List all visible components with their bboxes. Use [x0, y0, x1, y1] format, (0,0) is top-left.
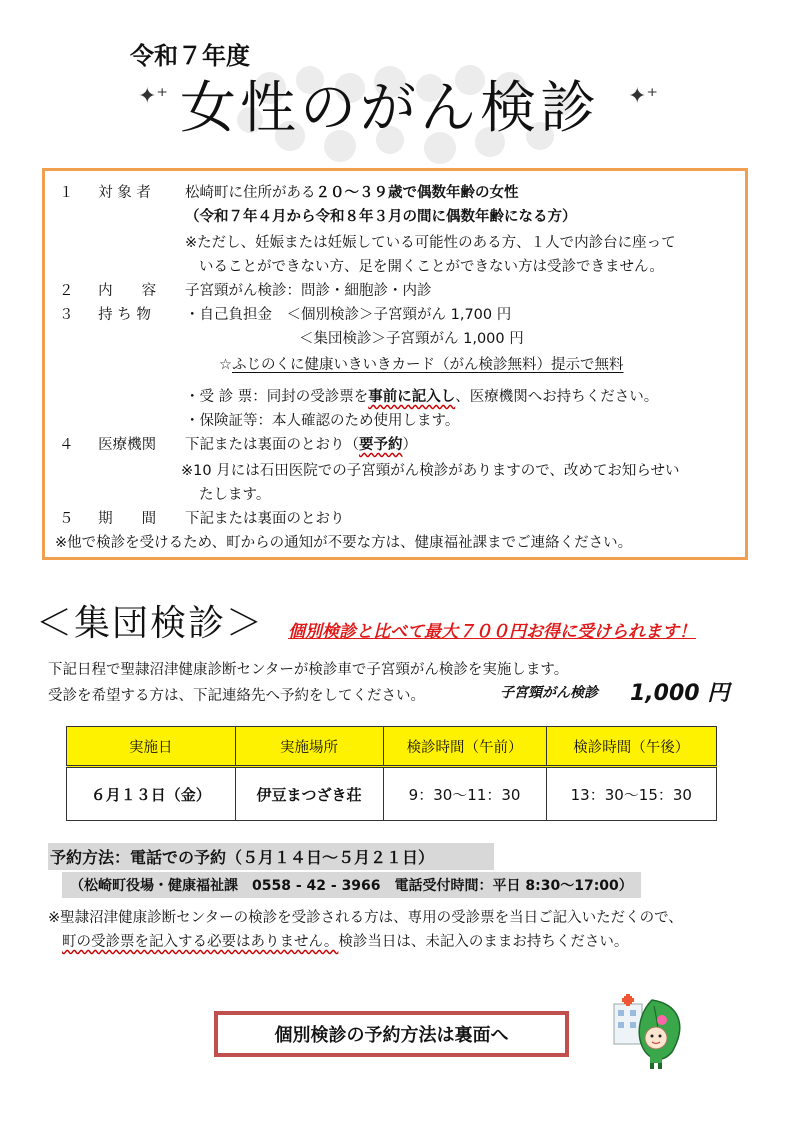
ticket-text-a: ・受 診 票：同封の受診票を	[185, 389, 369, 405]
table-cell-pm: 13：30～15：30	[546, 767, 716, 821]
star-icon: ☆	[219, 357, 232, 373]
item-label: 医療機関	[98, 437, 157, 453]
sparkle-icon: ✦⁺	[138, 84, 169, 109]
item-number: ３	[59, 307, 74, 323]
facility-text-a: 下記または裏面のとおり（	[185, 437, 359, 453]
individual-exam-reservation-button[interactable]: 個別検診の予約方法は裏面へ	[214, 1011, 569, 1057]
fee-individual-text: ・自己負担金 ＜個別検診＞子宮頸がん 1,700 円	[185, 307, 512, 323]
reservation-note-1: ※聖隷沼津健康診断センターの検診を受診される方は、専用の受診票を当日ご記入いただくので、	[48, 910, 683, 926]
content-text: 子宮頸がん検診：問診・細胞診・内診	[185, 283, 432, 299]
price-value: 1,000 円	[630, 681, 730, 706]
table-header: 検診時間（午後）	[546, 727, 716, 767]
ticket-text-c: 、医療機関へお持ちください。	[455, 389, 659, 405]
year-label: 令和７年度	[130, 42, 250, 70]
table-header: 実施日	[67, 727, 236, 767]
notification-note: ※他で検診を受けるため、町からの通知が不要な方は、健康福祉課までご連絡ください。	[55, 535, 633, 551]
group-exam-heading: ＜集団検診＞	[36, 603, 265, 644]
page-title: 女性のがん検診	[180, 76, 600, 141]
reservation-note-2a: 町の受診票を記入する必要はありません。	[62, 934, 339, 950]
group-description-2: 受診を希望する方は、下記連絡先へ予約をしてください。	[48, 688, 425, 704]
item-label: 持 ち 物	[98, 307, 151, 323]
sparkle-icon: ✦⁺	[628, 84, 659, 109]
item-label: 期 間	[98, 511, 157, 527]
discount-note: 個別検診と比べて最大７００円お得に受けられます！	[288, 622, 696, 642]
insurance-card-text: ・保険証等：本人確認のため使用します。	[185, 413, 460, 429]
reservation-method: 予約方法：電話での予約（５月１４日～５月２１日）	[48, 843, 494, 870]
target-period-text: （令和７年４月から令和８年３月の間に偶数年齢になる方）	[185, 209, 577, 225]
price-label: 子宮頸がん検診	[500, 685, 598, 701]
target-age-text: ２０～３９歳で偶数年齢の女性	[315, 185, 519, 201]
october-note-2: たします。	[199, 487, 271, 503]
ticket-text-emphasis: 事前に記入し	[368, 389, 456, 405]
reservation-note-2b: 検診当日は、未記入のままお持ちください。	[338, 934, 629, 950]
free-card-text: ふじのくに健康いきいきカード（がん検診無料）提示で無料	[232, 357, 624, 373]
facility-text-c: ）	[402, 437, 417, 453]
table-cell-am: 9：30～11：30	[383, 767, 546, 821]
item-number: ５	[59, 511, 74, 527]
target-area-text: 松崎町に住所がある	[185, 185, 316, 201]
fee-group-text: ＜集団検診＞子宮頸がん 1,000 円	[299, 331, 524, 347]
table-cell-place: 伊豆まつざき荘	[235, 767, 383, 821]
reservation-contact: （松崎町役場・健康福祉課 0558 - 42 - 3966 電話受付時間：平日 8:30～17:00）	[62, 872, 641, 898]
exclusion-note-2: いることができない方、足を開くことができない方は受診できません。	[199, 259, 664, 275]
item-label: 対 象 者	[98, 185, 151, 201]
table-cell-date: ６月１３日（金）	[67, 767, 236, 821]
reservation-required-text: 要予約	[359, 437, 403, 453]
item-number: ４	[59, 437, 74, 453]
table-header: 実施場所	[235, 727, 383, 767]
october-note-1: ※10 月には石田医院での子宮頸がん検診がありますので、改めてお知らせい	[181, 463, 680, 479]
item-label: 内 容	[98, 283, 157, 299]
table-header: 検診時間（午前）	[383, 727, 546, 767]
period-text: 下記または裏面のとおり	[185, 511, 345, 527]
exclusion-note-1: ※ただし、妊娠または妊娠している可能性のある方、１人で内診台に座って	[185, 235, 676, 251]
mascot-illustration	[612, 994, 692, 1074]
item-number: １	[59, 185, 74, 201]
schedule-table	[66, 726, 717, 821]
item-number: ２	[59, 283, 74, 299]
group-description-1: 下記日程で聖隷沼津健康診断センターが検診車で子宮頸がん検診を実施します。	[48, 662, 569, 678]
eligibility-info-box	[42, 168, 748, 560]
